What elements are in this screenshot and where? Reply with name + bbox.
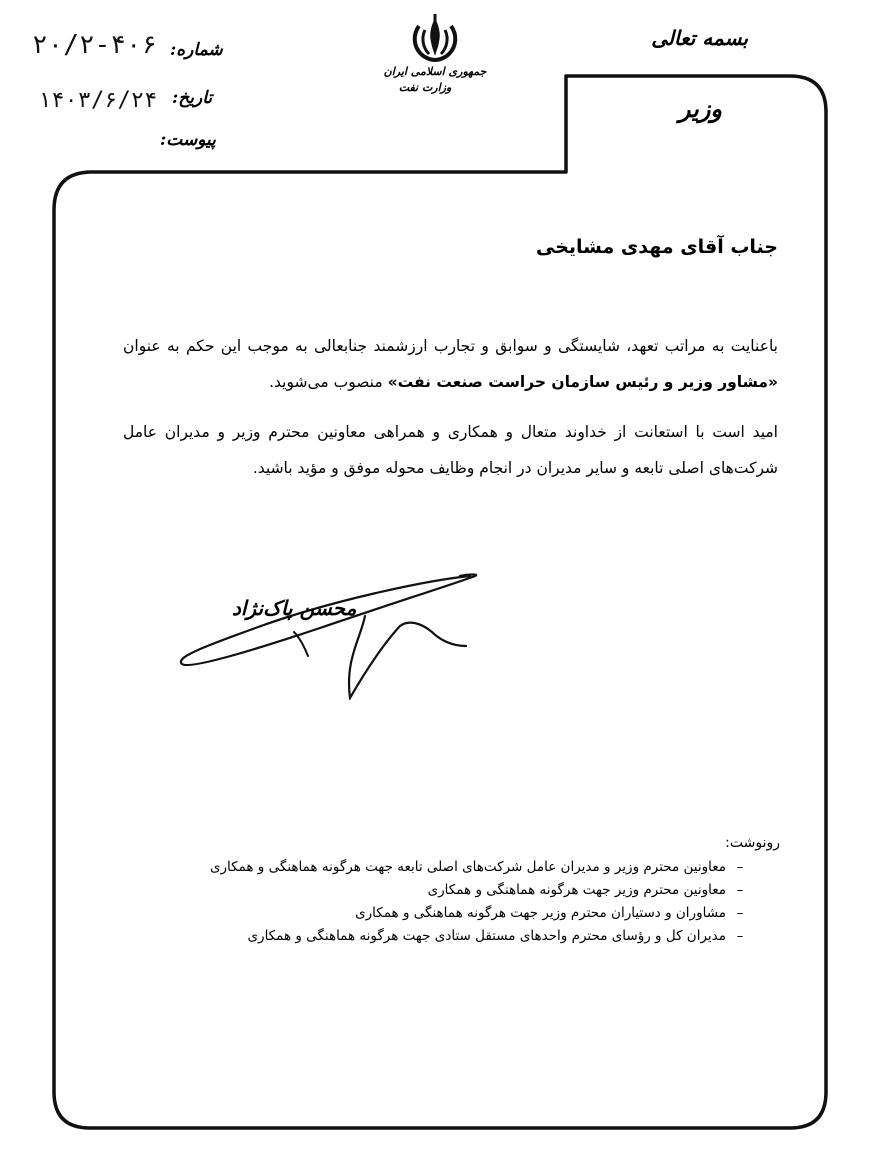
cc-bullet: – xyxy=(736,882,744,898)
official-title: وزیر xyxy=(678,94,722,123)
invocation-text: بسمه تعالی xyxy=(651,26,748,50)
appointment-position: «مشاور وزیر و رئیس سازمان حراست صنعت نفت» xyxy=(387,373,778,391)
paragraph-appointment-part2: منصوب می‌شوید. xyxy=(269,373,388,391)
addressee: جناب آقای مهدی مشایخی xyxy=(536,236,778,258)
cc-item xyxy=(194,879,754,902)
emblem-caption xyxy=(380,64,490,96)
cc-item xyxy=(194,925,754,948)
attachment-label: پیوست: xyxy=(160,130,216,150)
cc-item xyxy=(194,856,754,879)
number-value: ۲۰/۲-۴۰۶ xyxy=(32,30,158,60)
cc-bullet: – xyxy=(736,905,744,921)
cc-item-text: معاونین محترم وزیر و مدیران عامل شرکت‌های اصلی تابعه جهت هرگونه هماهنگی و همکاری xyxy=(209,859,726,875)
cc-bullet: – xyxy=(736,928,744,944)
date-value: ۱۴۰۳/۶/۲۴ xyxy=(38,88,158,113)
signature-graphic xyxy=(170,560,490,700)
emblem-icon xyxy=(405,12,465,68)
cc-title: رونوشت: xyxy=(725,835,780,851)
paragraph-appointment-part1: باعنایت به مراتب تعهد، شایستگی و سوابق و تجارب ارزشمند جنابعالی به موجب این حکم به عنوان xyxy=(123,337,778,355)
cc-item-text: مشاوران و دستیاران محترم وزیر جهت هرگونه هماهنگی و همکاری xyxy=(355,905,726,921)
cc-list xyxy=(194,856,754,948)
emblem-country: جمهوری اسلامی ایران xyxy=(383,65,487,78)
emblem-ministry: وزارت نفت xyxy=(398,81,452,94)
cc-item-text: مدیران کل و رؤسای محترم واحدهای مستقل ستادی جهت هرگونه هماهنگی و همکاری xyxy=(247,928,726,944)
cc-item-text: معاونین محترم وزیر جهت هرگونه هماهنگی و همکاری xyxy=(427,882,726,898)
paragraph-wishes: امید است با استعانت از خداوند متعال و همکاری و همراهی معاونین محترم وزیر و مدیران عامل شرکت‌های اصلی تابعه و سایر مدیران در انجام وظایف محوله موفق و مؤید باشید. xyxy=(123,423,778,477)
number-label: شماره: xyxy=(170,40,223,60)
paragraph-appointment xyxy=(123,328,778,400)
cc-item xyxy=(194,902,754,925)
cc-bullet: – xyxy=(736,859,744,875)
date-label: تاریخ: xyxy=(172,88,213,108)
signatory-name: محسن پاک‌نژاد xyxy=(232,596,357,620)
